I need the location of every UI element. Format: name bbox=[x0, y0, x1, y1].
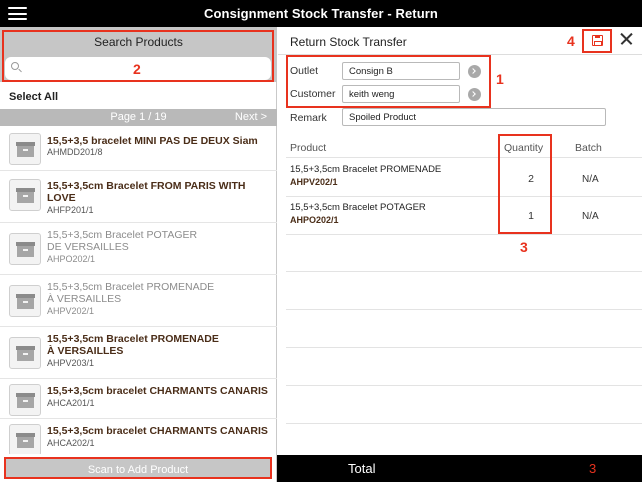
product-box-icon bbox=[9, 233, 41, 265]
app-title: Consignment Stock Transfer - Return bbox=[204, 6, 438, 21]
panel-title: Return Stock Transfer bbox=[290, 35, 407, 49]
customer-label: Customer bbox=[290, 88, 336, 100]
total-bar bbox=[277, 455, 642, 482]
product-name: 15,5+3,5cm bracelet CHARMANTS CANARIS bbox=[47, 425, 268, 437]
product-name: 15,5+3,5cm Bracelet POTAGER DE VERSAILLES bbox=[47, 229, 198, 253]
product-box-icon bbox=[9, 285, 41, 317]
product-search-panel bbox=[0, 27, 277, 482]
product-code: AHPV203/1 bbox=[47, 358, 95, 368]
row-divider bbox=[286, 196, 642, 197]
total-value: 3 bbox=[589, 461, 597, 476]
scan-to-add-button[interactable]: Scan to Add Product bbox=[4, 457, 272, 479]
table-row-product[interactable] bbox=[290, 202, 426, 226]
product-name: 15,5+3,5cm bracelet CHARMANTS CANARIS bbox=[47, 385, 268, 397]
annotation-number-2: 2 bbox=[133, 61, 141, 77]
product-name: 15,5+3,5 bracelet MINI PAS DE DEUX Siam bbox=[47, 135, 258, 147]
annotation-number-3: 3 bbox=[520, 239, 528, 255]
row-divider bbox=[286, 347, 642, 348]
search-header-label: Search Products bbox=[94, 35, 183, 49]
total-label: Total bbox=[348, 461, 376, 476]
row-divider bbox=[286, 309, 642, 310]
annotation-box-quantity bbox=[498, 134, 552, 234]
row-divider bbox=[286, 234, 642, 235]
column-header-batch: Batch bbox=[575, 142, 602, 154]
remark-label: Remark bbox=[290, 112, 327, 124]
product-code: AHPO202/1 bbox=[47, 254, 96, 264]
row-product-name: 15,5+3,5cm Bracelet POTAGER bbox=[290, 202, 426, 213]
product-box-icon bbox=[9, 424, 41, 454]
row-divider bbox=[286, 157, 642, 158]
save-button[interactable] bbox=[582, 29, 612, 53]
column-header-quantity: Quantity bbox=[504, 142, 544, 154]
product-name: 15,5+3,5cm Bracelet PROMENADE À VERSAILLES bbox=[47, 281, 215, 305]
annotation-number-1: 1 bbox=[496, 71, 504, 87]
product-item[interactable] bbox=[0, 171, 277, 223]
outlet-field[interactable]: Consign B bbox=[342, 62, 460, 80]
product-item[interactable] bbox=[0, 127, 277, 171]
product-item[interactable] bbox=[0, 223, 277, 275]
product-name: 15,5+3,5cm Bracelet FROM PARIS WITH LOVE bbox=[47, 180, 246, 204]
row-divider bbox=[286, 423, 642, 424]
column-header-product: Product bbox=[290, 142, 327, 154]
product-code: AHCA202/1 bbox=[47, 438, 95, 448]
row-product-name: 15,5+3,5cm Bracelet PROMENADE bbox=[290, 164, 442, 175]
row-divider bbox=[286, 385, 642, 386]
return-transfer-panel bbox=[278, 27, 642, 482]
product-name: 15,5+3,5cm Bracelet PROMENADE À VERSAILLES bbox=[47, 333, 219, 357]
pager bbox=[0, 109, 277, 126]
remark-field[interactable]: Spoiled Product bbox=[342, 108, 606, 126]
product-code: AHPV202/1 bbox=[47, 306, 95, 316]
select-all-link[interactable]: Select All bbox=[9, 91, 59, 103]
customer-arrow-icon[interactable] bbox=[468, 88, 481, 101]
next-page-button[interactable]: Next > bbox=[234, 111, 267, 123]
top-bar bbox=[0, 0, 642, 27]
product-code: AHMDD201/8 bbox=[47, 147, 103, 157]
page-indicator: Page 1 / 19 bbox=[110, 111, 167, 123]
outlet-arrow-icon[interactable] bbox=[468, 65, 481, 78]
row-product-code: AHPV202/1 bbox=[290, 177, 338, 187]
product-item[interactable] bbox=[0, 379, 277, 419]
row-quantity[interactable]: 2 bbox=[528, 173, 534, 185]
product-item[interactable] bbox=[0, 419, 277, 454]
row-divider bbox=[286, 271, 642, 272]
product-box-icon bbox=[9, 384, 41, 416]
product-code: AHCA201/1 bbox=[47, 398, 95, 408]
close-icon[interactable] bbox=[619, 31, 635, 47]
outlet-label: Outlet bbox=[290, 65, 319, 77]
row-batch: N/A bbox=[582, 211, 599, 222]
product-box-icon bbox=[9, 179, 41, 211]
customer-field[interactable]: keith weng bbox=[342, 85, 460, 103]
product-code: AHFP201/1 bbox=[47, 205, 94, 215]
table-row-product[interactable] bbox=[290, 164, 441, 188]
product-list bbox=[0, 127, 277, 454]
product-item[interactable] bbox=[0, 275, 277, 327]
product-box-icon bbox=[9, 133, 41, 165]
row-batch: N/A bbox=[582, 174, 599, 185]
save-icon bbox=[592, 35, 603, 46]
row-product-code: AHPO202/1 bbox=[290, 215, 339, 225]
product-box-icon bbox=[9, 337, 41, 369]
annotation-number-4: 4 bbox=[567, 33, 575, 49]
row-quantity[interactable]: 1 bbox=[528, 210, 534, 222]
product-item[interactable] bbox=[0, 327, 277, 379]
